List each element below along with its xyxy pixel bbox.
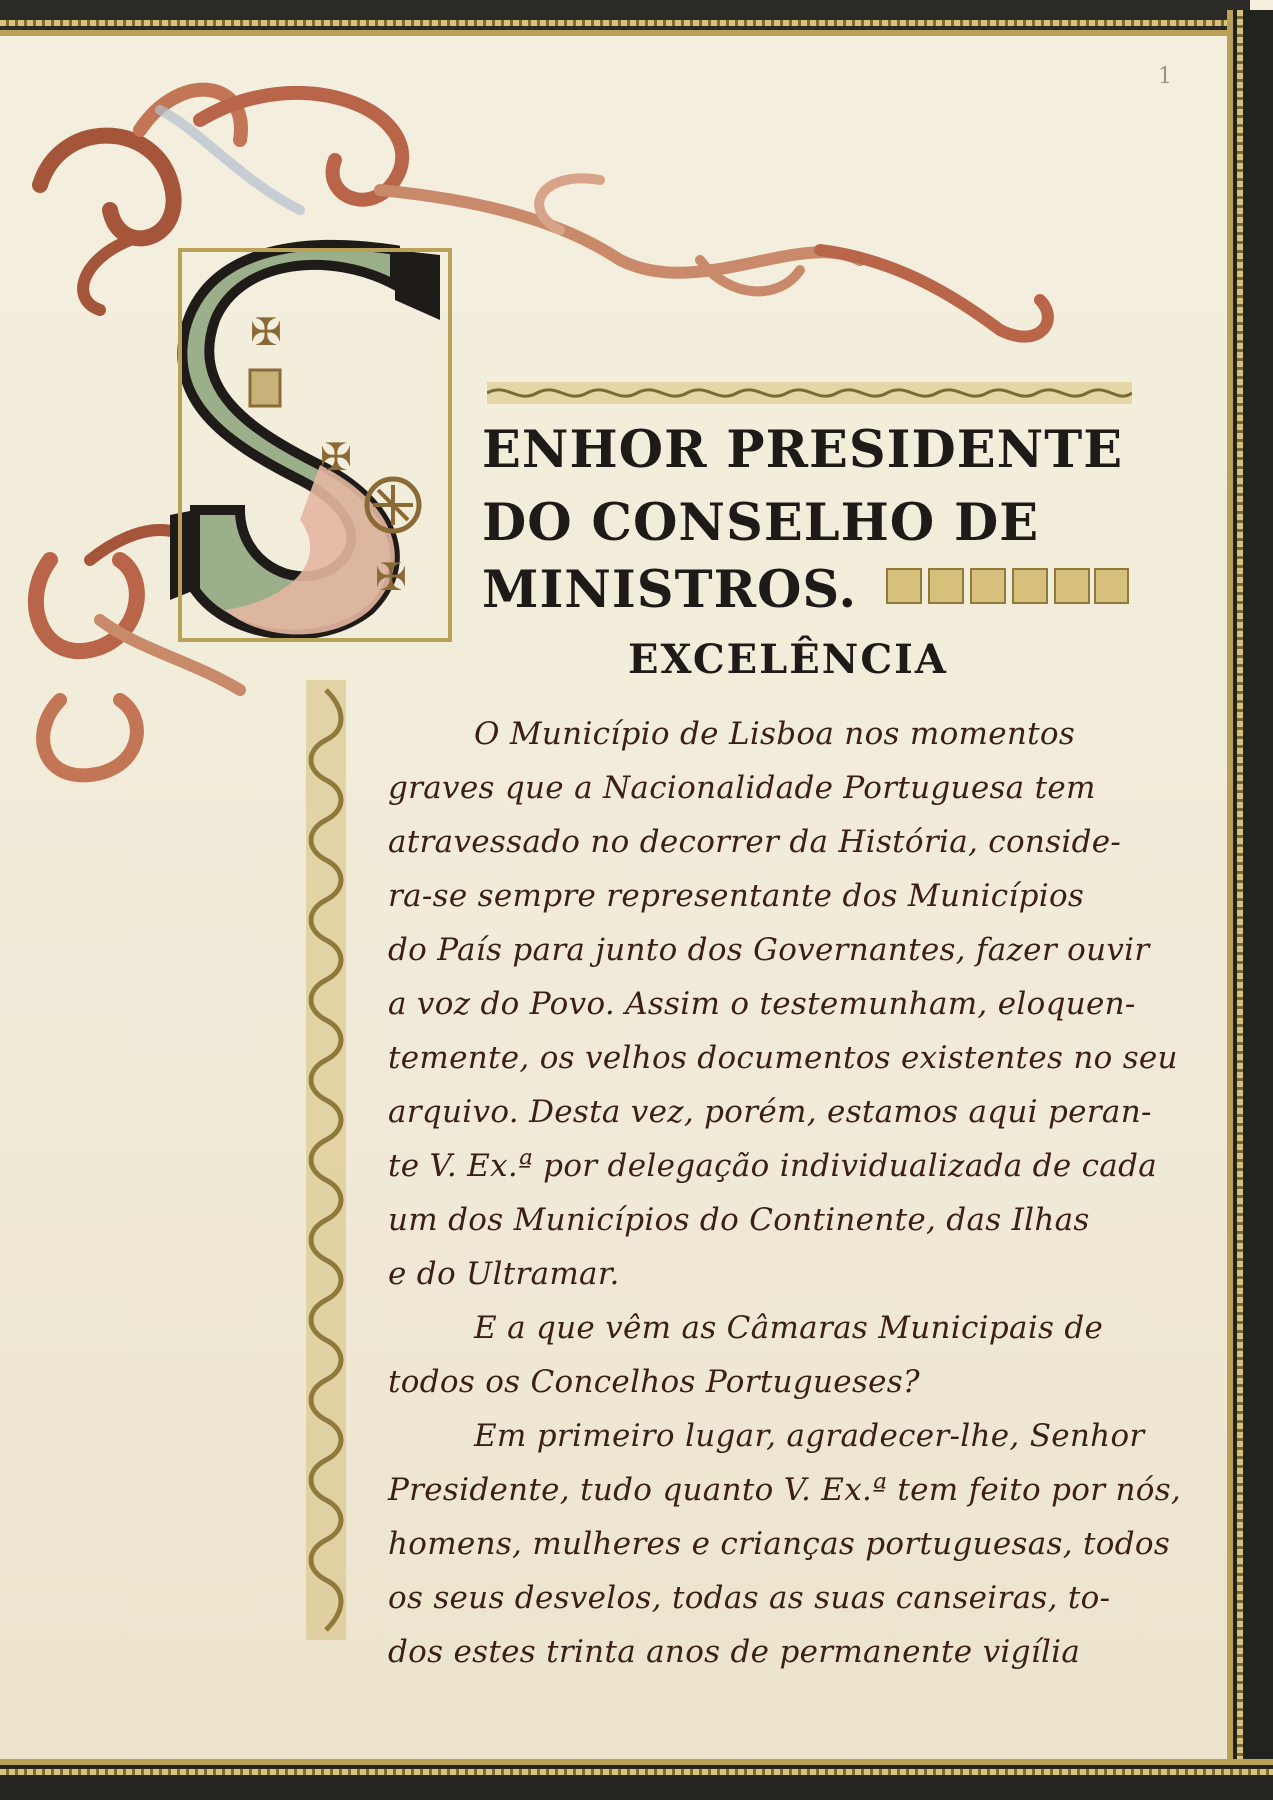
body-line: te V. Ex.ª por delegação individualizada de cada (388, 1148, 1157, 1184)
salutation: EXCELÊNCIA (628, 636, 948, 683)
illuminated-s-icon (170, 245, 450, 640)
body-line: temente, os velhos documentos existentes no seu (388, 1040, 1178, 1076)
svg-text:✠: ✠ (320, 435, 352, 479)
body-line: dos estes trinta anos de permanente vigília (388, 1634, 1081, 1670)
title-line-3: MINISTROS. (482, 560, 858, 620)
body-line: a voz do Povo. Assim o testemunham, eloquen- (388, 986, 1136, 1022)
leather-frame-top (0, 0, 1250, 36)
body-line: E a que vêm as Câmaras Municipais de (474, 1310, 1104, 1346)
svg-text:✠: ✠ (250, 310, 282, 354)
body-line: atravessado no decorrer da História, conside- (388, 824, 1122, 860)
body-line: Em primeiro lugar, agradecer-lhe, Senhor (474, 1418, 1145, 1454)
body-line: Presidente, tudo quanto V. Ex.ª tem feito por nós, (388, 1472, 1182, 1508)
svg-text:✠: ✠ (375, 555, 407, 599)
body-line: um dos Municípios do Continente, das Ilhas (388, 1202, 1090, 1238)
page-number: 1 (1158, 64, 1172, 89)
body-line: e do Ultramar. (388, 1256, 620, 1292)
gold-squares-icon (885, 567, 1130, 605)
body-line: graves que a Nacionalidade Portuguesa tem (388, 770, 1096, 806)
title-line-1: ENHOR PRESIDENTE (482, 420, 1124, 480)
title-line-2: DO CONSELHO DE (482, 493, 1040, 553)
body-line: ra-se sempre representante dos Municípios (388, 878, 1085, 914)
gold-vine-icon (306, 680, 346, 1640)
body-line: os seus desvelos, todas as suas canseiras, to- (388, 1580, 1111, 1616)
body-line: todos os Concelhos Portugueses? (388, 1364, 920, 1400)
body-line: homens, mulheres e crianças portuguesas, todos (388, 1526, 1171, 1562)
body-line: O Município de Lisboa nos momentos (474, 716, 1076, 752)
acanthus-top-icon (40, 90, 1048, 337)
leather-frame-bottom (0, 1759, 1273, 1800)
body-line: arquivo. Desta vez, porém, estamos aqui peran- (388, 1094, 1152, 1130)
body-line: do País para junto dos Governantes, fazer ouvir (388, 932, 1150, 968)
gold-band-icon (487, 382, 1132, 404)
